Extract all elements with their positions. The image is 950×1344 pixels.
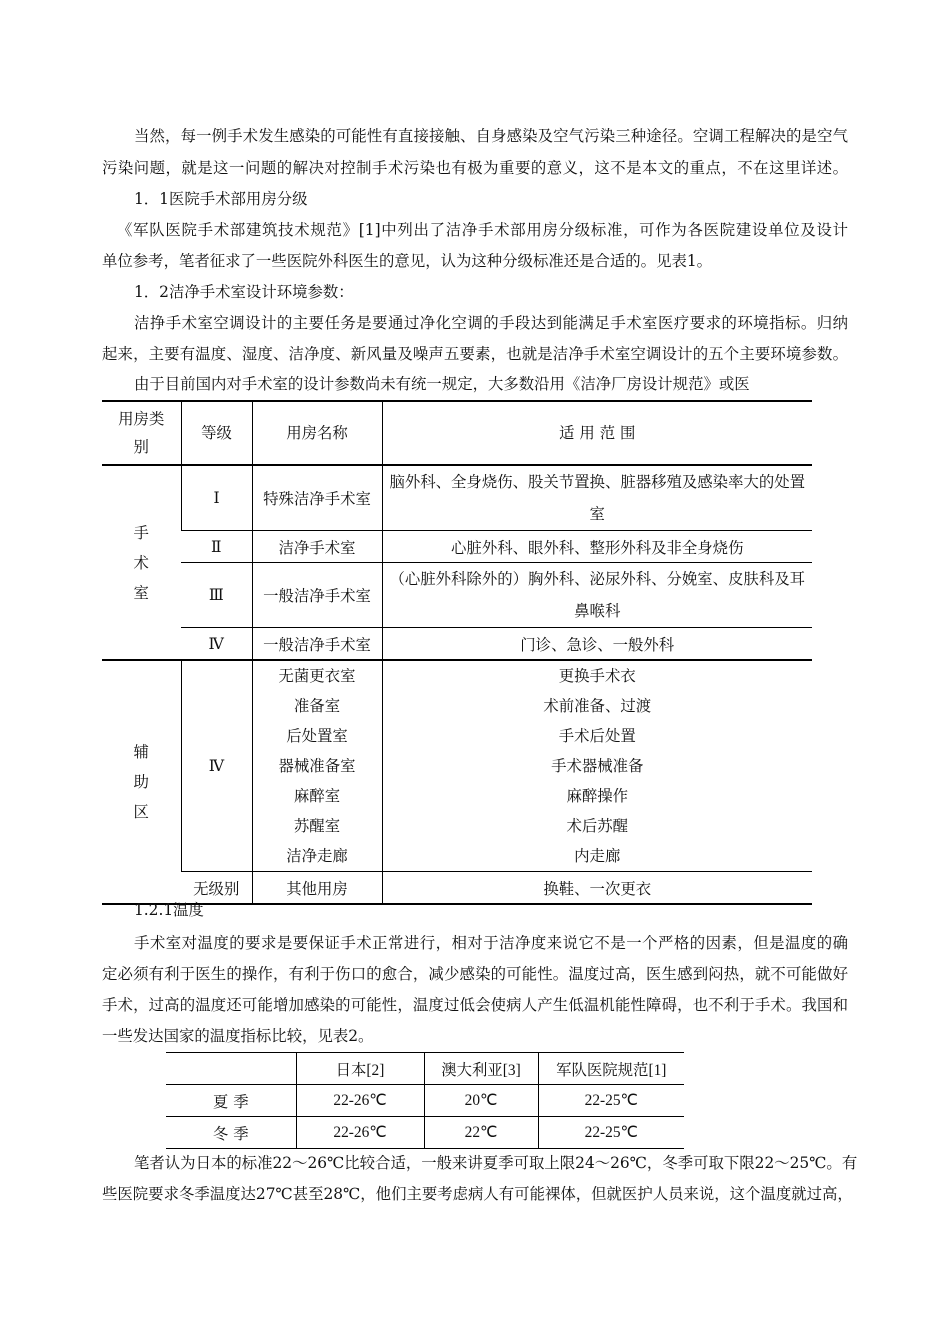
section-heading-1-1: 1．1医院手术部用房分级 [134, 190, 308, 208]
header-empty [166, 1053, 296, 1085]
paragraph-line: 起来，主要有温度、湿度、洁净度、新风量及噪声五要素，也就是洁净手术室空调设计的五个主要环境参数。 [102, 345, 848, 363]
group-auxiliary-area: 辅 助 区 [102, 660, 181, 904]
season-label: 夏 季 [166, 1085, 296, 1117]
value-cell: 20℃ [424, 1085, 538, 1117]
section-heading-1-2: 1．2洁净手术室设计环境参数： [134, 283, 354, 301]
header-room-name: 用房名称 [252, 401, 382, 465]
room-name-cell: 麻醉室 [293, 787, 341, 805]
grade-cell: 无级别 [181, 872, 252, 905]
scope-cell: 换鞋、一次更衣 [382, 872, 812, 905]
aux-room-names [252, 660, 382, 872]
grade-cell: Ⅳ [181, 628, 252, 661]
header-grade: 等级 [181, 401, 252, 465]
scope-cell: 手术器械准备 [551, 757, 644, 775]
room-name-cell: 无菌更衣室 [278, 667, 356, 685]
table-header-row [102, 401, 812, 465]
header-japan: 日本[2] [296, 1053, 424, 1085]
value-cell: 22-25℃ [538, 1117, 684, 1149]
paragraph-line: 《军队医院手术部建筑技术规范》[1]中列出了洁净手术部用房分级标准，可作为各医院建设单位及设计 [117, 221, 848, 239]
room-name-cell: 特殊洁净手术室 [252, 465, 382, 531]
scope-cell: 门诊、急诊、一般外科 [382, 628, 812, 661]
table-row [102, 465, 812, 531]
value-cell: 22℃ [424, 1117, 538, 1149]
paragraph-line: 单位参考，笔者征求了一些医院外科医生的意见，认为这种分级标准还是合适的。见表1。 [102, 252, 713, 270]
room-name-cell: 一般洁净手术室 [252, 628, 382, 661]
grade-cell: Ⅲ [181, 563, 252, 628]
paragraph-line: 由于目前国内对手术室的设计参数尚未有统一规定，大多数沿用《洁净厂房设计规范》或医 [134, 375, 750, 393]
scope-cell: 更换手术衣 [558, 667, 636, 685]
value-cell: 22-26℃ [296, 1085, 424, 1117]
scope-cell: 手术后处置 [558, 727, 636, 745]
scope-cell: 脑外科、全身烧伤、股关节置换、脏器移殖及感染率大的处置 室 [382, 465, 812, 531]
scope-cell: 麻醉操作 [566, 787, 629, 805]
header-scope: 适 用 范 围 [382, 401, 812, 465]
header-room-category: 用房类 别 [118, 410, 165, 456]
room-name-cell: 其他用房 [252, 872, 382, 905]
table-row [102, 531, 812, 563]
table-row [102, 563, 812, 628]
room-name-cell: 准备室 [293, 697, 341, 715]
grade-cell: Ⅱ [181, 531, 252, 563]
room-name-cell: 洁净走廊 [286, 847, 348, 865]
room-name-cell: 器械准备室 [278, 757, 356, 775]
room-name-cell: 苏醒室 [293, 817, 341, 835]
paragraph-line: 污染问题，就是这一问题的解决对控制手术污染也有极为重要的意义，这不是本文的重点，不在这里详述。 [102, 159, 848, 177]
table-row [166, 1085, 684, 1117]
scope-cell: 心脏外科、眼外科、整形外科及非全身烧伤 [382, 531, 812, 563]
table-row [102, 628, 812, 661]
aux-scopes [382, 660, 812, 872]
paragraph-line: 笔者认为日本的标准22～26℃比较合适，一般来讲夏季可取上限24～26℃，冬季可取下限22～25℃。有 [134, 1154, 858, 1172]
header-military-standard: 军队医院规范[1] [538, 1053, 684, 1085]
table-header-row [166, 1053, 684, 1085]
value-cell: 22-26℃ [296, 1117, 424, 1149]
room-classification-table [102, 400, 812, 905]
header-australia: 澳大利亚[3] [424, 1053, 538, 1085]
table-row [166, 1117, 684, 1149]
grade-cell: Ⅳ [181, 660, 252, 872]
table-row [102, 660, 812, 872]
paragraph-line: 手术，过高的温度还可能增加感染的可能性，温度过低会使病人产生低温机能性障碍，也不利于手术。我国和 [102, 996, 848, 1014]
paragraph-line: 手术室对温度的要求是要保证手术正常进行，相对于洁净度来说它不是一个严格的因素，但是温度的确 [134, 934, 848, 952]
section-heading-1-2-1: 1.2.1温度 [134, 901, 204, 919]
scope-cell: 术前准备、过渡 [543, 697, 652, 715]
room-name-cell: 洁净手术室 [252, 531, 382, 563]
paragraph-line: 一些发达国家的温度指标比较，见表2。 [102, 1027, 374, 1045]
paragraph-line: 当然，每一例手术发生感染的可能性有直接接触、自身感染及空气污染三种途径。空调工程解决的是空气 [134, 127, 848, 145]
room-name-cell: 后处置室 [286, 727, 348, 745]
group-surgery-room: 手 术 室 [102, 465, 181, 660]
temperature-comparison-table [166, 1052, 684, 1149]
paragraph-line: 洁挣手术室空调设计的主要任务是要通过净化空调的手段达到能满足手术室医疗要求的环境指标。归纳 [134, 314, 848, 332]
season-label: 冬 季 [166, 1117, 296, 1149]
paragraph-line: 定必须有利于医生的操作，有利于伤口的愈合，减少感染的可能性。温度过高，医生感到闷热，就不可能做好 [102, 965, 848, 983]
value-cell: 22-25℃ [538, 1085, 684, 1117]
scope-cell: 术后苏醒 [566, 817, 629, 835]
paragraph-line: 些医院要求冬季温度达27℃甚至28℃，他们主要考虑病人有可能裸体，但就医护人员来说，这个温度就过高， [102, 1185, 853, 1203]
table-row [102, 872, 812, 905]
scope-cell: 内走廊 [574, 847, 621, 865]
room-name-cell: 一般洁净手术室 [252, 563, 382, 628]
scope-cell: （心脏外科除外的）胸外科、泌尿外科、分娩室、皮肤科及耳 鼻喉科 [382, 563, 812, 628]
grade-cell: Ⅰ [181, 465, 252, 531]
